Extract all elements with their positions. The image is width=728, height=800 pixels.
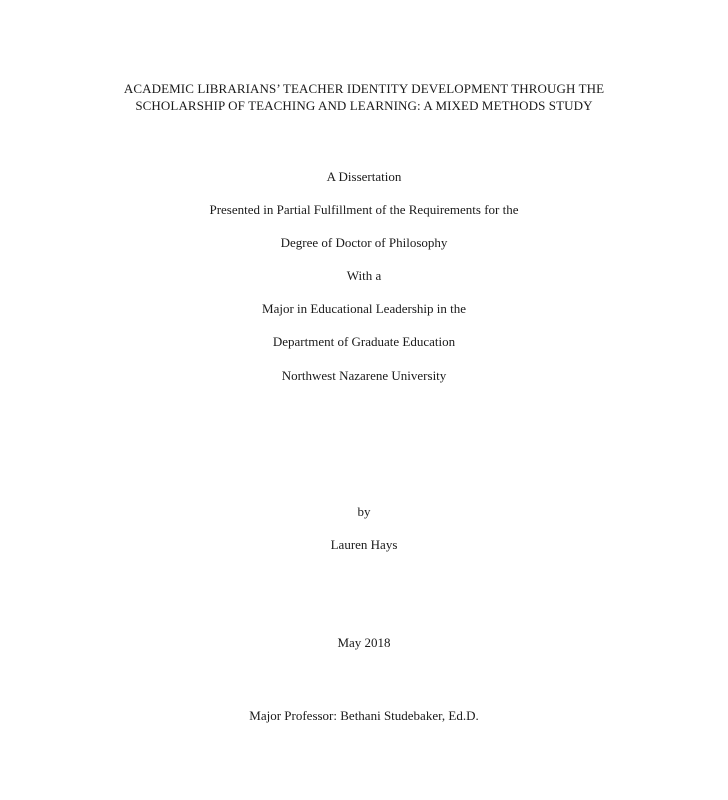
dissertation-title-line-2: SCHOLARSHIP OF TEACHING AND LEARNING: A MIXED METHODS STUDY (135, 98, 593, 113)
by-line: by (357, 504, 371, 519)
major-professor: Major Professor: Bethani Studebaker, Ed.D. (249, 708, 479, 723)
fulfillment-statement: Presented in Partial Fulfillment of the Requirements for the (209, 202, 519, 217)
document-type: A Dissertation (326, 169, 402, 184)
degree-name: Degree of Doctor of Philosophy (280, 235, 448, 250)
submission-date: May 2018 (337, 635, 391, 650)
dissertation-title-line-1: ACADEMIC LIBRARIANS’ TEACHER IDENTITY DEVELOPMENT THROUGH THE (123, 81, 605, 96)
university-name: Northwest Nazarene University (281, 368, 447, 383)
author-name: Lauren Hays (330, 537, 398, 552)
major-field: Major in Educational Leadership in the (262, 301, 466, 316)
department-name: Department of Graduate Education (272, 334, 456, 349)
with-a-line: With a (346, 268, 382, 283)
